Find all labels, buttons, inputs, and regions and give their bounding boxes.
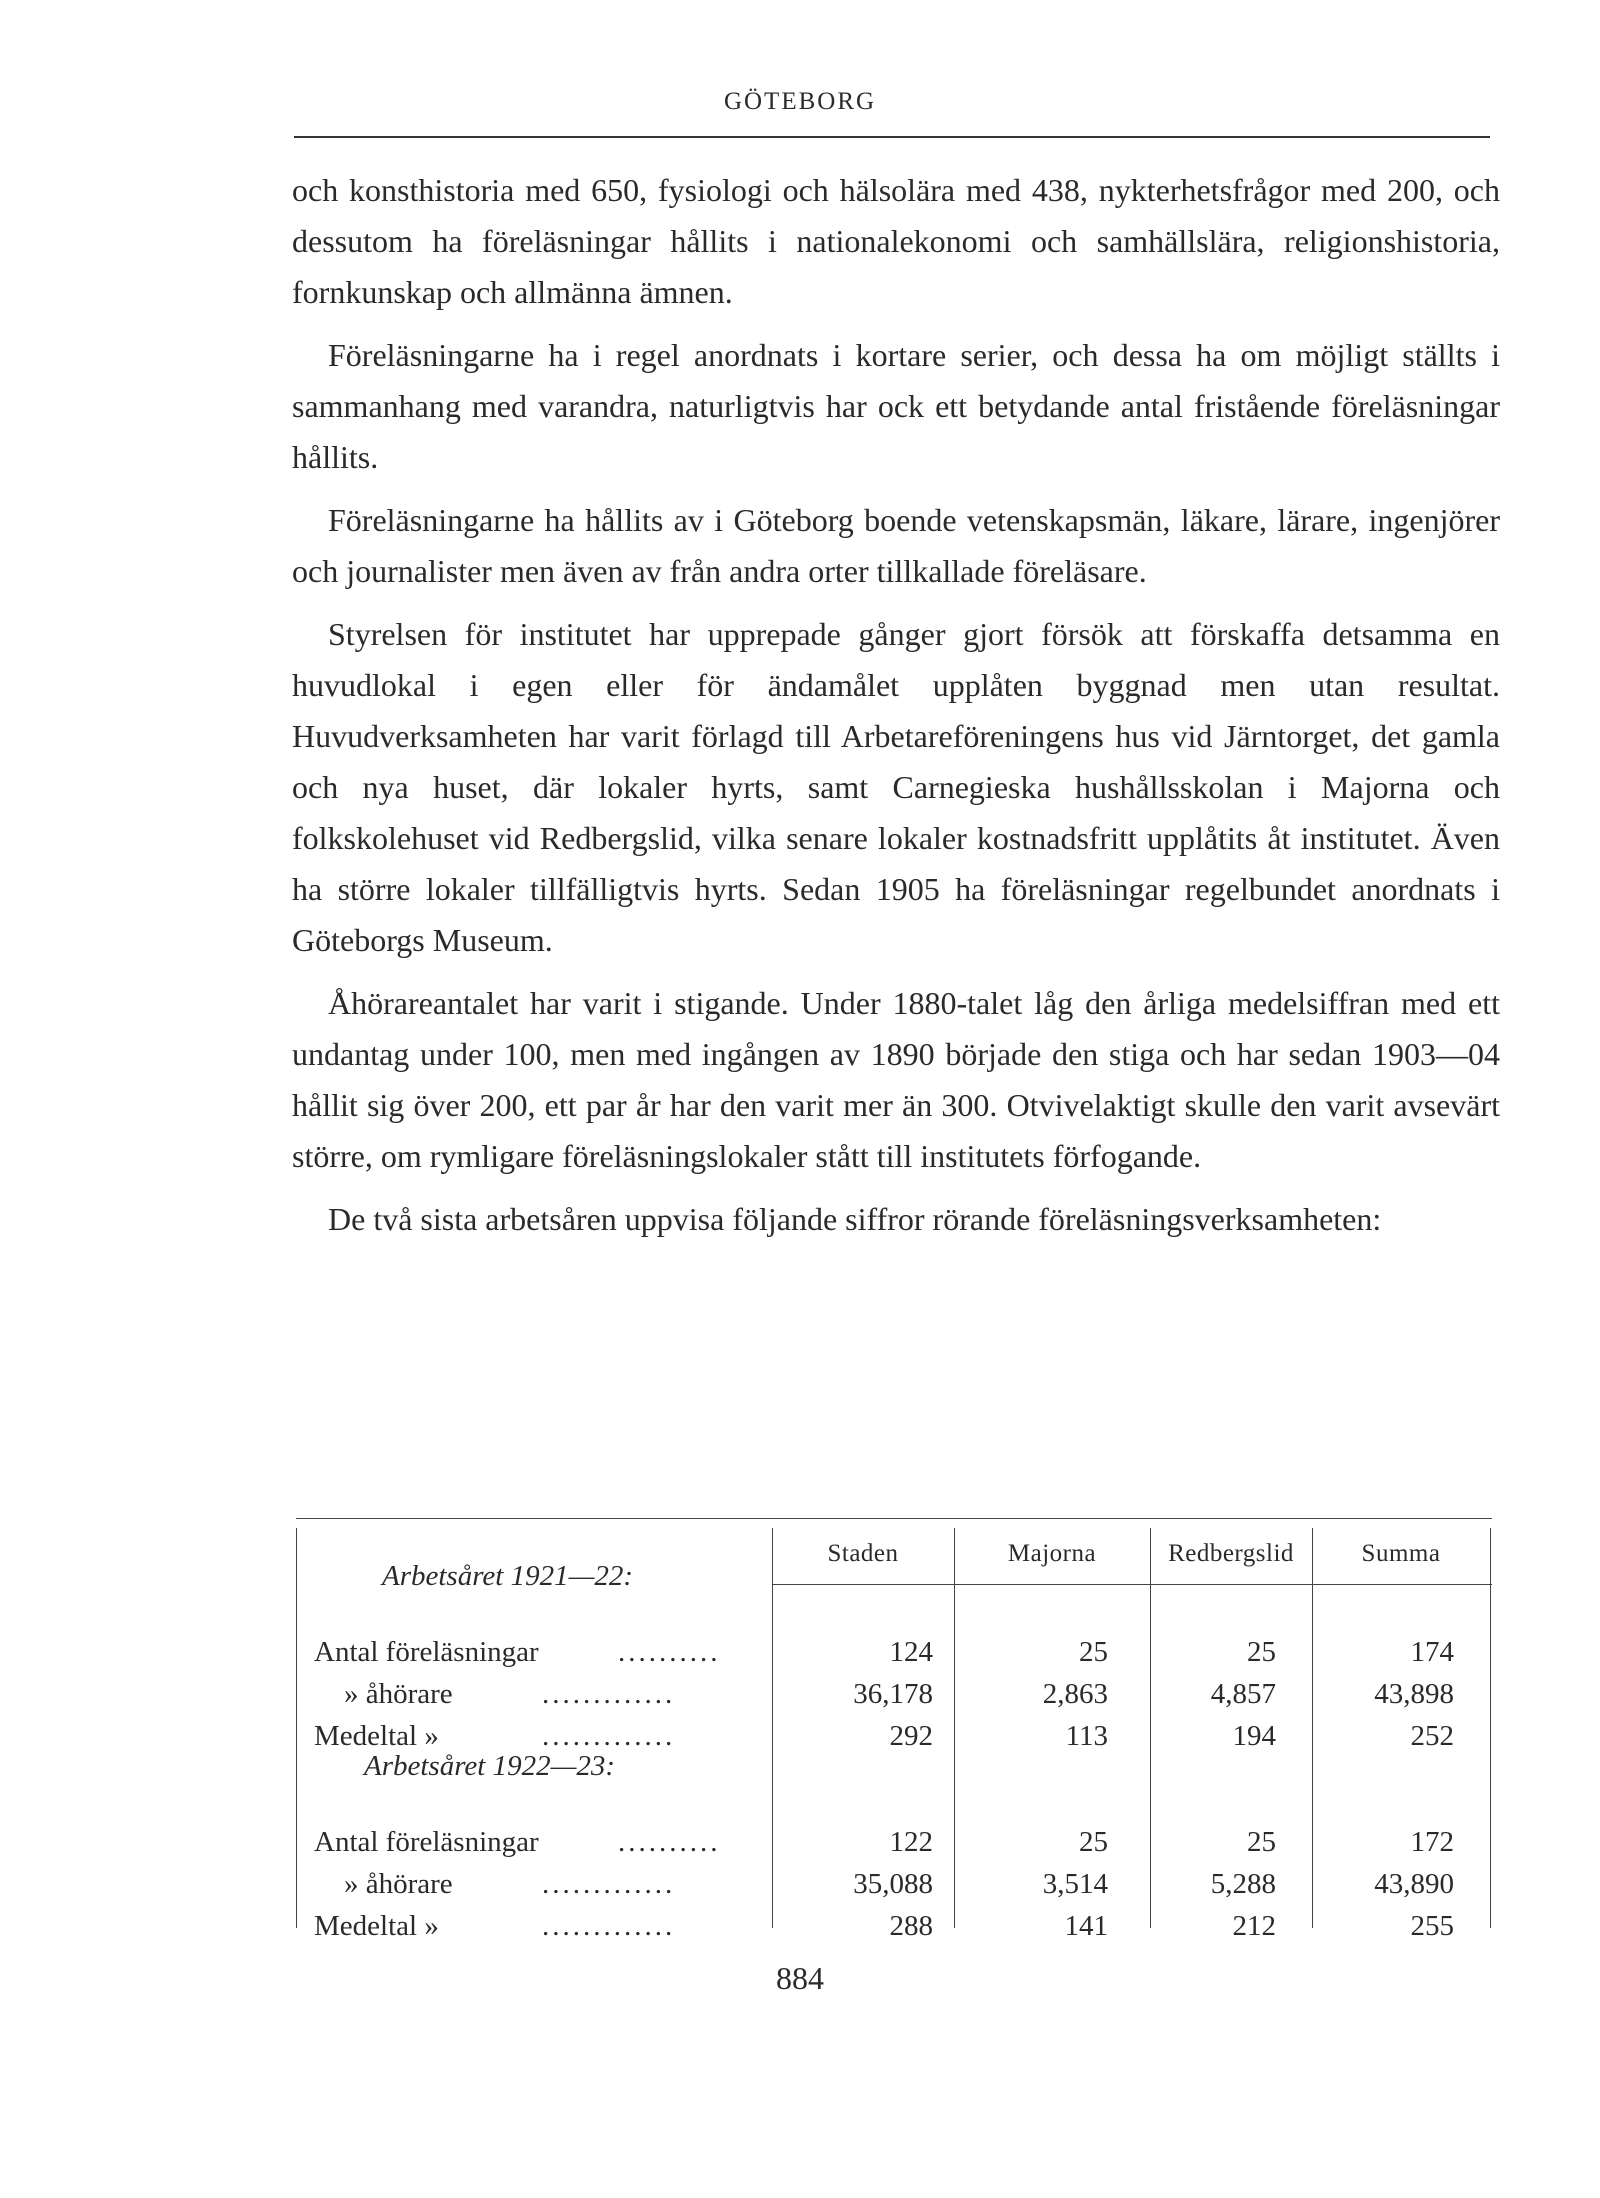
- cell-value: 113: [1065, 1720, 1108, 1752]
- leader-dots: ..........: [618, 1826, 721, 1858]
- paragraph: Åhörareantalet har varit i stigande. Under 1880-talet låg den årliga medelsiffran med ett undantag under 100, men med ingången av 1890 började den stiga och har sedan 1903—04 hållit sig över 200, ett par år har den varit mer än 300. Otvivelaktigt skulle den varit avsevärt större, om rymligare föreläsningslokaler stått till institutets förfogande.: [292, 985, 1500, 1174]
- cell-value: 124: [889, 1636, 933, 1668]
- table-row: [296, 1636, 1472, 1678]
- table-row: [296, 1678, 1472, 1720]
- paragraph: Styrelsen för institutet har upprepade gånger gjort försök att förskaffa detsamma en huvudlokal i egen eller för ändamålet upplåten byggnad men utan resultat. Huvudverksamheten har varit förlagd till Arbetareföreningens hus vid Järntorget, det gamla och nya huset, där lokaler hyrts, samt Carnegieska hushållsskolan i Majorna och folkskolehuset vid Redbergslid, vilka senare lokaler kostnadsfritt upplåtits åt institutet. Även ha större lokaler tillfälligtvis hyrts. Sedan 1905 ha föreläsningar regelbundet anordnats i Göteborgs Museum.: [292, 616, 1500, 958]
- cell-value: 174: [1410, 1636, 1454, 1668]
- section-title: Arbetsåret 1921—22:: [382, 1560, 634, 1592]
- paragraph: De två sista arbetsåren uppvisa följande siffror rörande föreläsningsverksamheten:: [328, 1201, 1382, 1237]
- cell-value: 252: [1410, 1720, 1454, 1752]
- row-label: Antal föreläsningar: [314, 1826, 539, 1858]
- table-top-rule: [296, 1518, 1492, 1519]
- column-header-redbergslid: Redbergslid: [1168, 1540, 1294, 1567]
- running-head: GÖTEBORG: [723, 88, 877, 115]
- paragraph: Föreläsningarne ha i regel anordnats i kortare serier, och dessa ha om möjligt ställts i sammanhang med varandra, naturligtvis har ock ett betydande antal fristående föreläsningar hållits.: [292, 337, 1500, 475]
- cell-value: 43,890: [1374, 1868, 1454, 1900]
- table-row: [296, 1826, 1472, 1868]
- row-label: » åhörare: [344, 1868, 453, 1900]
- paragraph: Föreläsningarne ha hållits av i Göteborg boende vetenskapsmän, läkare, lärare, ingenjörer och journalister men även av från andra orter tillkallade föreläsare.: [292, 502, 1500, 589]
- section-title: Arbetsåret 1922—23:: [364, 1750, 616, 1782]
- cell-value: 35,088: [853, 1868, 933, 1900]
- leader-dots: .............: [542, 1910, 676, 1942]
- column-header-staden: Staden: [827, 1540, 899, 1567]
- row-label: Medeltal »: [314, 1720, 439, 1752]
- cell-value: 5,288: [1210, 1868, 1276, 1900]
- cell-value: 212: [1232, 1910, 1276, 1942]
- table-right-border: [1490, 1528, 1491, 1928]
- cell-value: 292: [889, 1720, 933, 1752]
- paragraph: och konsthistoria med 650, fysiologi och hälsolära med 438, nykterhetsfrågor med 200, och dessutom ha föreläsningar hållits i nationalekonomi och samhällslära, religionshistoria, fornkunskap och allmänna ämnen.: [292, 172, 1500, 310]
- leader-dots: ..........: [618, 1636, 721, 1668]
- row-label: Antal föreläsningar: [314, 1636, 539, 1668]
- cell-value: 25: [1247, 1636, 1276, 1668]
- header-underline: [772, 1584, 1492, 1585]
- cell-value: 25: [1079, 1636, 1108, 1668]
- row-label: » åhörare: [344, 1678, 453, 1710]
- header-rule: [294, 136, 1490, 138]
- table-row: [296, 1910, 1472, 1952]
- leader-dots: .............: [542, 1868, 676, 1900]
- cell-value: 288: [889, 1910, 933, 1942]
- cell-value: 3,514: [1042, 1868, 1108, 1900]
- cell-value: 122: [889, 1826, 933, 1858]
- cell-value: 194: [1232, 1720, 1276, 1752]
- leader-dots: .............: [542, 1720, 676, 1752]
- statistics-table: [296, 1518, 1492, 1942]
- cell-value: 25: [1247, 1826, 1276, 1858]
- page-number: 884: [776, 1960, 824, 1996]
- column-header-summa: Summa: [1361, 1540, 1441, 1567]
- row-label: Medeltal »: [314, 1910, 439, 1942]
- body-text: [292, 165, 1500, 1257]
- cell-value: 36,178: [853, 1678, 933, 1710]
- cell-value: 43,898: [1374, 1678, 1454, 1710]
- cell-value: 25: [1079, 1826, 1108, 1858]
- cell-value: 4,857: [1210, 1678, 1276, 1710]
- table-row: [296, 1868, 1472, 1910]
- leader-dots: .............: [542, 1678, 676, 1710]
- cell-value: 172: [1410, 1826, 1454, 1858]
- cell-value: 255: [1410, 1910, 1454, 1942]
- column-header-majorna: Majorna: [1007, 1540, 1097, 1567]
- cell-value: 2,863: [1042, 1678, 1108, 1710]
- cell-value: 141: [1064, 1910, 1108, 1942]
